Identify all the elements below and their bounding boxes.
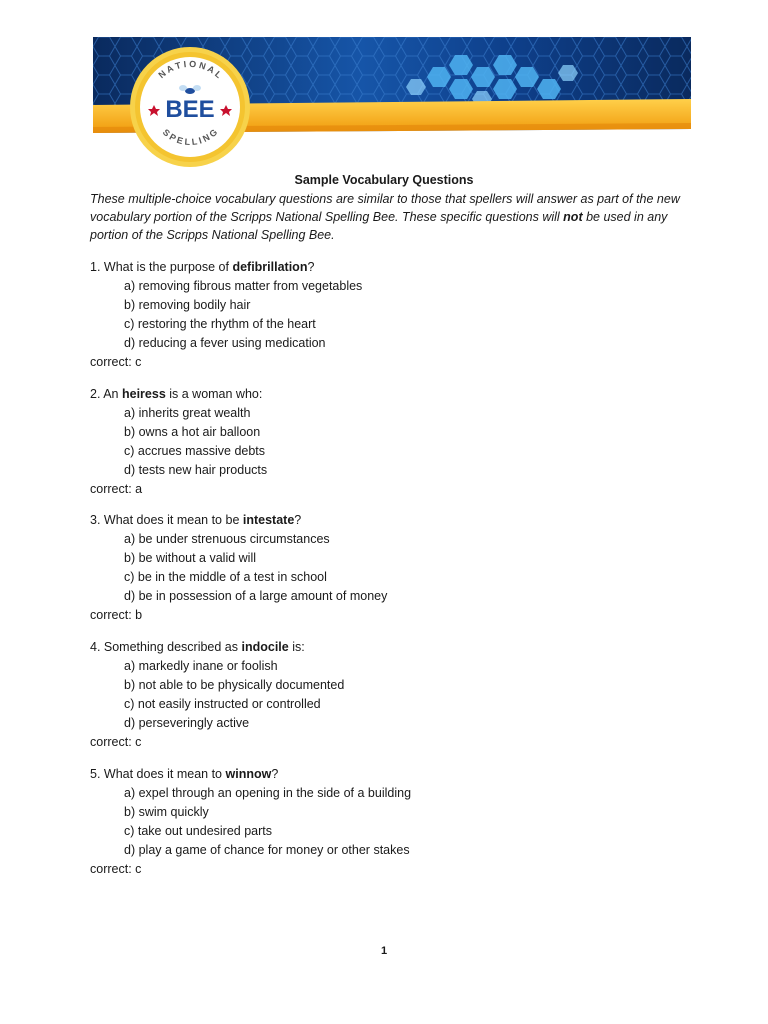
question-prompt: 4. Something described as indocile is: <box>90 640 305 654</box>
question-5 <box>90 765 690 879</box>
intro-paragraph <box>90 190 680 244</box>
answer-option: d) tests new hair products <box>124 463 268 477</box>
question-prompt: 3. What does it mean to be intestate? <box>90 513 302 527</box>
correct-answer: correct: c <box>90 355 142 369</box>
answer-option: b) owns a hot air balloon <box>124 425 261 439</box>
answer-option: c) be in the middle of a test in school <box>124 570 327 584</box>
correct-answer: correct: c <box>90 862 142 876</box>
answer-option: b) removing bodily hair <box>124 298 251 312</box>
question-4 <box>90 638 690 752</box>
vocab-word: intestate <box>242 513 295 527</box>
answer-option: c) not easily instructed or controlled <box>124 697 321 711</box>
correct-answer: correct: a <box>90 482 143 496</box>
answer-option: d) reducing a fever using medication <box>124 336 326 350</box>
intro-text: These multiple-choice vocabulary questions are similar to those that spellers will answer as part of the new vocabulary portion of the Scripps National Spelling Bee. These specific questions will <box>90 192 680 224</box>
vocab-word: indocile <box>241 640 289 654</box>
answer-option: b) not able to be physically documented <box>124 678 345 692</box>
question-prompt: 2. An heiress is a woman who: <box>90 387 263 401</box>
logo-arc-bottom: S P E L L I N G <box>160 127 220 148</box>
answer-option: a) inherits great wealth <box>124 406 251 420</box>
answer-option: c) take out undesired parts <box>124 824 272 838</box>
intro-emphasis: not <box>563 210 583 224</box>
answer-option: a) expel through an opening in the side of a building <box>124 786 412 800</box>
answer-option: b) swim quickly <box>124 805 209 819</box>
question-2 <box>90 385 690 499</box>
answer-option: a) be under strenuous circumstances <box>124 532 330 546</box>
answer-option: a) removing fibrous matter from vegetables <box>124 279 363 293</box>
answer-option: b) be without a valid will <box>124 551 257 565</box>
question-1 <box>90 258 690 372</box>
answer-option: d) be in possession of a large amount of money <box>124 589 388 603</box>
correct-answer: correct: b <box>90 608 143 622</box>
logo-arc-top: N A T I O N A L <box>156 58 224 81</box>
question-3 <box>90 511 690 625</box>
answer-option: c) restoring the rhythm of the heart <box>124 317 316 331</box>
question-prompt: 1. What is the purpose of defibrillation? <box>90 260 315 274</box>
question-prompt: 5. What does it mean to winnow? <box>90 767 279 781</box>
page-number: 1 <box>380 945 388 957</box>
intro-text-end: be used in any portion of the Scripps National Spelling Bee. <box>90 210 668 242</box>
answer-option: d) perseveringly active <box>124 716 250 730</box>
document-title: Sample Vocabulary Questions <box>294 173 474 187</box>
answer-option: a) markedly inane or foolish <box>124 659 278 673</box>
vocab-word: heiress <box>121 387 166 401</box>
vocab-word: winnow <box>225 767 272 781</box>
correct-answer: correct: c <box>90 735 142 749</box>
spelling-bee-logo <box>128 45 252 169</box>
logo-word: BEE <box>165 96 215 123</box>
answer-option: c) accrues massive debts <box>124 444 266 458</box>
answer-option: d) play a game of chance for money or other stakes <box>124 843 410 857</box>
vocab-word: defibrillation <box>232 260 308 274</box>
